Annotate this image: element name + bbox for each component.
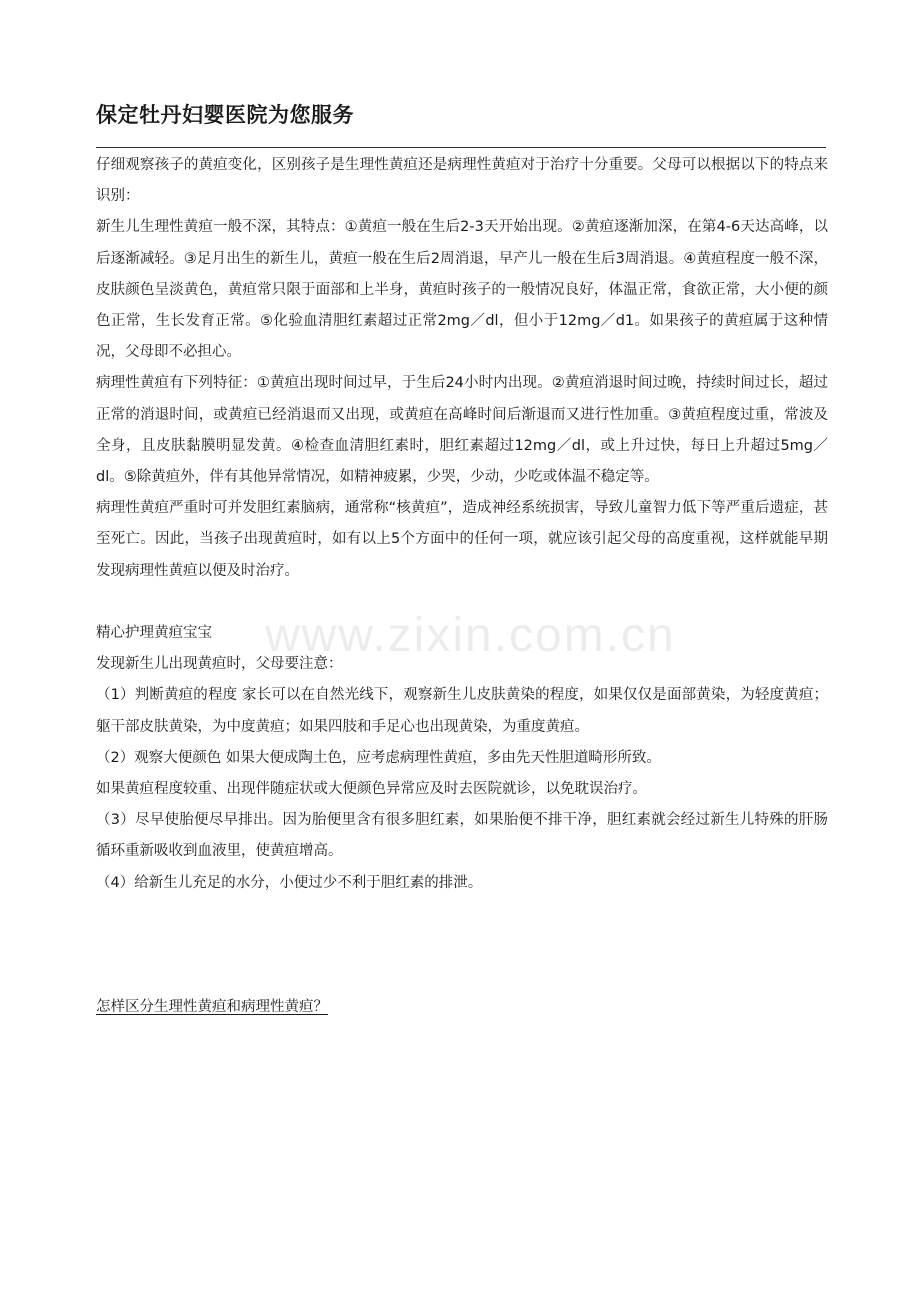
document-title: 保定牡丹妇婴医院为您服务 — [96, 103, 354, 127]
title-divider — [96, 147, 826, 148]
document-page — [96, 0, 828, 1302]
care-item-3: （3）尽早使胎便尽早排出。因为胎便里含有很多胆红素，如果胎便不排干净，胆红素就会经过新生儿特殊的肝肠循环重新吸收到血液里，使黄疸增高。 — [96, 812, 828, 860]
care-item-2: （2）观察大便颜色 如果大便成陶土色，应考虑病理性黄疸，多由先天性胆道畸形所致。 — [96, 749, 661, 766]
paragraph-kernicterus: 病理性黄疸严重时可并发胆红素脑病，通常称“核黄疸”，造成神经系统损害，导致儿童智力低下等严重后遗症，甚至死亡。因此，当孩子出现黄疸时，如有以上5个方面中的任何一项，就应该引起父母的高度重视，这样就能早期发现病理性黄疸以便及时治疗。 — [96, 500, 828, 579]
care-note: 如果黄疸程度较重、出现伴随症状或大便颜色异常应及时去医院就诊，以免耽误治疗。 — [96, 781, 647, 798]
paragraph-intro: 仔细观察孩子的黄疸变化，区别孩子是生理性黄疸还是病理性黄疸对于治疗十分重要。父母可以根据以下的特点来识别： — [96, 157, 828, 205]
paragraph-physiological-jaundice: 新生儿生理性黄疸一般不深，其特点：①黄疸一般在生后2-3天开始出现。②黄疸逐渐加深，在第4-6天达高峰，以后逐渐减轻。③足月出生的新生儿，黄疸一般在生后2周消退，早产儿一般在生后3周消退。④黄疸程度一般不深，皮肤颜色呈淡黄色，黄疸常只限于面部和上半身，黄疸时孩子的一般情况良好，体温正常，食欲正常，大小便的颜色正常，生长发育正常。⑤化验血清胆红素超过正常2mg／dl，但小于12mg／d1。如果孩子的黄疸属于这种情况，父母即不必担心。 — [96, 219, 828, 361]
watermark: www.zixin.com.cn — [265, 609, 676, 662]
care-item-1: （1）判断黄疸的程度 家长可以在自然光线下，观察新生儿皮肤黄染的程度，如果仅仅是面部黄染，为轻度黄疸；躯干部皮肤黄染，为中度黄疸；如果四肢和手足心也出现黄染，为重度黄疸。 — [96, 687, 828, 735]
section-heading-care: 精心护理黄疸宝宝 — [96, 625, 212, 642]
link-heading-distinguish-jaundice[interactable]: 怎样区分生理性黄疸和病理性黄疸？ — [96, 999, 328, 1016]
care-intro: 发现新生儿出现黄疸时，父母要注意： — [96, 656, 343, 673]
document-body — [96, 150, 828, 1024]
paragraph-pathological-jaundice: 病理性黄疸有下列特征：①黄疸出现时间过早，于生后24小时内出现。②黄疸消退时间过晚，持续时间过长，超过正常的消退时间，或黄疸已经消退而又出现，或黄疸在高峰时间后渐退而又进行性加重。③黄疸程度过重，常波及全身，且皮肤黏膜明显发黄。④检查血清胆红素时，胆红素超过12mg／dl，或上升过快，每日上升超过5mg／dl。⑤除黄疸外，伴有其他异常情况，如精神疲累，少哭，少动，少吃或体温不稳定等。 — [96, 375, 828, 486]
blank-line — [96, 587, 828, 618]
care-item-4: （4）给新生儿充足的水分，小便过少不利于胆红素的排泄。 — [96, 874, 483, 891]
blank-lines — [96, 899, 828, 993]
